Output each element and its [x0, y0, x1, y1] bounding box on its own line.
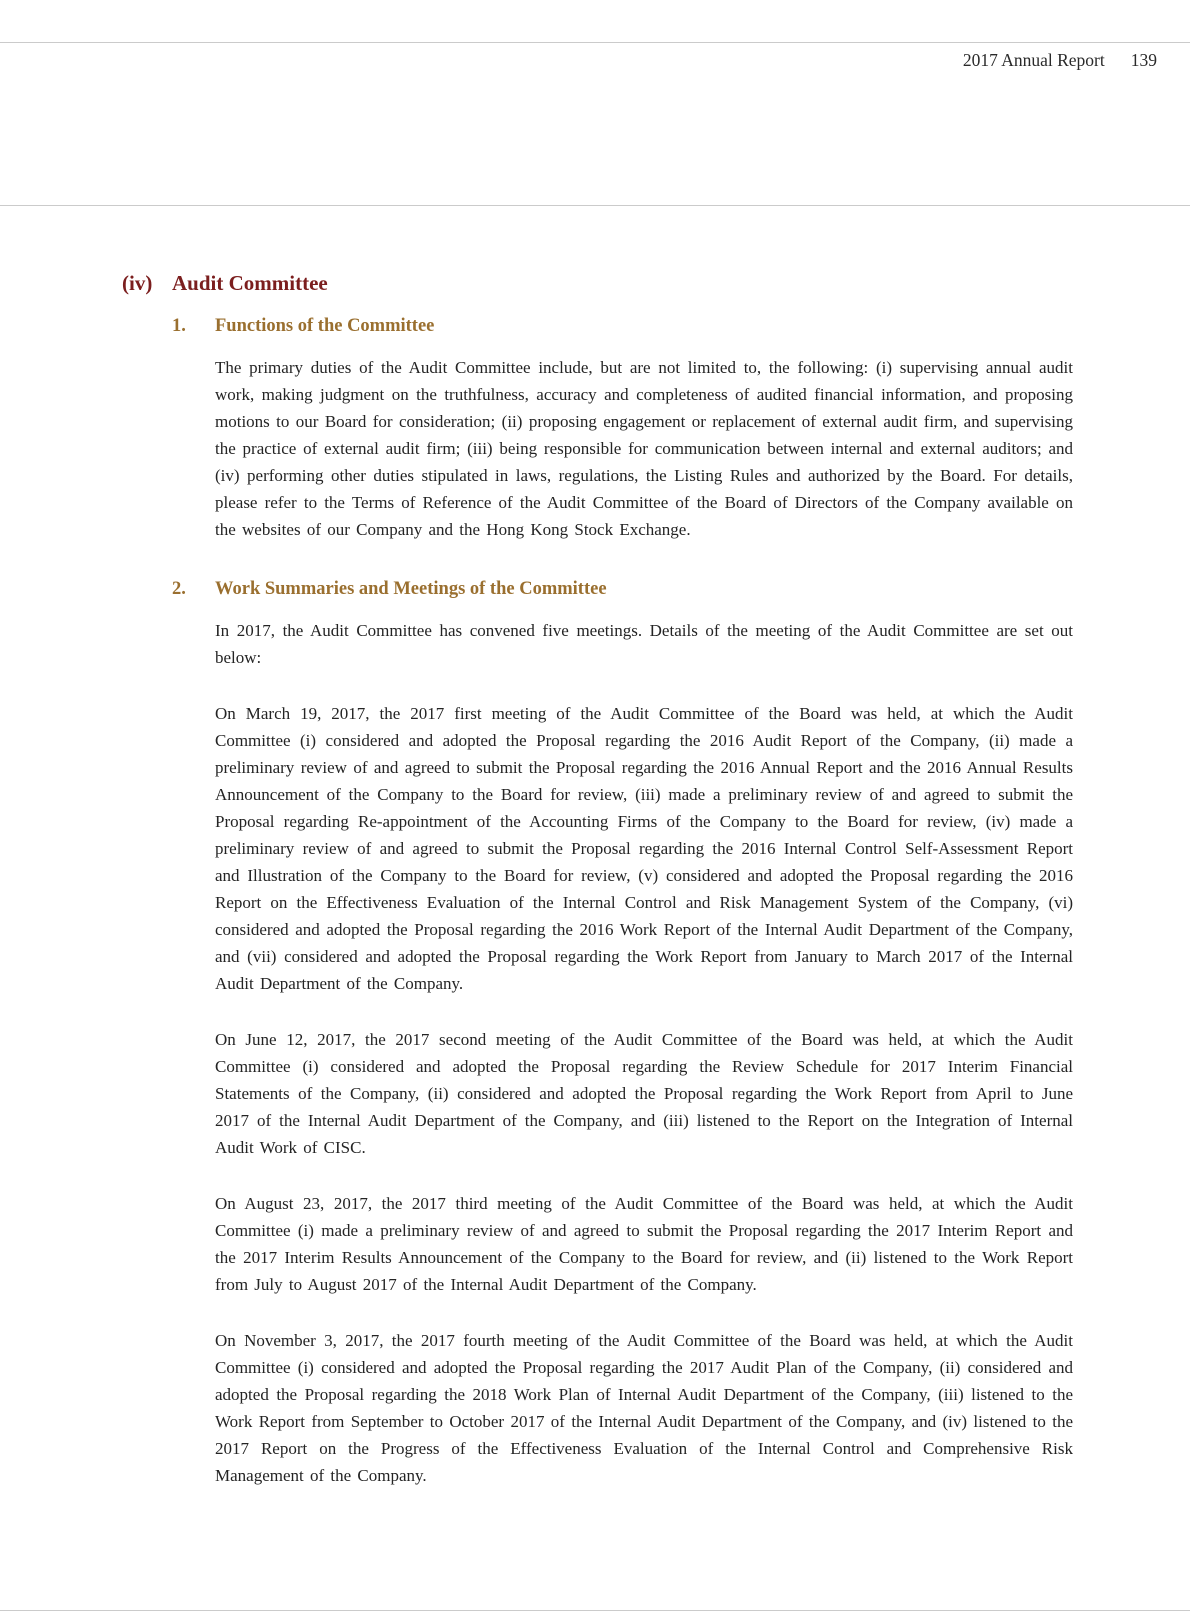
subsection-number: 2.	[172, 579, 186, 599]
paragraph-meeting-november: On November 3, 2017, the 2017 fourth meeting of the Audit Committee of the Board was held, at which the Audit Committee (i) considered and adopted the Proposal regarding the 2017 Audit Plan of the Company, (ii) considered and adopted the Proposal regarding the 2018 Work Plan of Internal Audit Department of the Company, (iii) listened to the Work Report from September to October 2017 of the Internal Audit Department of the Company, and (iv) listened to the 2017 Report on the Progress of the Effectiveness Evaluation of the Internal Control and Comprehensive Risk Management of the Company.	[215, 1331, 1073, 1485]
report-title: 2017 Annual Report	[962, 50, 1105, 70]
section-marker: (iv)	[122, 271, 153, 295]
subsection-heading-functions	[172, 314, 1073, 338]
paragraph-intro: In 2017, the Audit Committee has convened five meetings. Details of the meeting of the Audit Committee are set out below:	[215, 621, 1073, 667]
section-heading	[122, 270, 1073, 296]
subsection-functions	[172, 314, 1073, 543]
bottom-divider-line	[0, 1610, 1190, 1611]
subsection-body	[215, 354, 1073, 543]
subsection-body	[215, 617, 1073, 1489]
page-number: 139	[1130, 50, 1157, 70]
subsection-title: Work Summaries and Meetings of the Committee	[215, 579, 607, 599]
paragraph-meeting-august: On August 23, 2017, the 2017 third meeting of the Audit Committee of the Board was held, at which the Audit Committee (i) made a preliminary review of and agreed to submit the Proposal regarding the 2017 Interim Report and the 2017 Interim Results Announcement of the Company to the Board for review, and (ii) listened to the Work Report from July to August 2017 of the Internal Audit Department of the Company.	[215, 1194, 1073, 1294]
subsection-number: 1.	[172, 316, 186, 336]
page-content	[122, 270, 1073, 1489]
section-title: Audit Committee	[172, 271, 328, 295]
header-divider-line	[0, 205, 1190, 206]
paragraph-meeting-june: On June 12, 2017, the 2017 second meeting of the Audit Committee of the Board was held, at which the Audit Committee (i) considered and adopted the Proposal regarding the Review Schedule for 2017 Interim Financial Statements of the Company, (ii) considered and adopted the Proposal regarding the Work Report from April to June 2017 of the Internal Audit Department of the Company, and (iii) listened to the Report on the Integration of Internal Audit Work of CISC.	[215, 1030, 1073, 1157]
page-header	[963, 50, 1157, 71]
subsection-heading-work-summaries	[172, 577, 1073, 601]
paragraph-functions: The primary duties of the Audit Committee include, but are not limited to, the following: (i) supervising annual audit work, making judgment on the truthfulness, accuracy and completeness of audited financial information, and proposing motions to our Board for consideration; (ii) proposing engagement or replacement of external audit firm, and supervising the practice of external audit firm; (iii) being responsible for communication between internal and external auditors; and (iv) performing other duties stipulated in laws, regulations, the Listing Rules and authorized by the Board. For details, please refer to the Terms of Reference of the Audit Committee of the Board of Directors of the Company available on the websites of our Company and the Hong Kong Stock Exchange.	[215, 358, 1073, 539]
subsection-work-summaries	[172, 577, 1073, 1489]
paragraph-meeting-march: On March 19, 2017, the 2017 first meeting of the Audit Committee of the Board was held, at which the Audit Committee (i) considered and adopted the Proposal regarding the 2016 Audit Report of the Company, (ii) made a preliminary review of and agreed to submit the Proposal regarding the 2016 Annual Report and the 2016 Annual Results Announcement of the Company to the Board for review, (iii) made a preliminary review of and agreed to submit the Proposal regarding Re-appointment of the Accounting Firms of the Company to the Board for review, (iv) made a preliminary review of and agreed to submit the Proposal regarding the 2016 Internal Control Self-Assessment Report and Illustration of the Company to the Board for review, (v) considered and adopted the Proposal regarding the 2016 Report on the Effectiveness Evaluation of the Internal Control and Risk Management System of the Company, (vi) considered and adopted the Proposal regarding the 2016 Work Report of the Internal Audit Department of the Company, and (vii) considered and adopted the Proposal regarding the Work Report from January to March 2017 of the Internal Audit Department of the Company.	[215, 704, 1073, 993]
subsection-title: Functions of the Committee	[215, 316, 435, 336]
top-divider-line	[0, 42, 1190, 43]
